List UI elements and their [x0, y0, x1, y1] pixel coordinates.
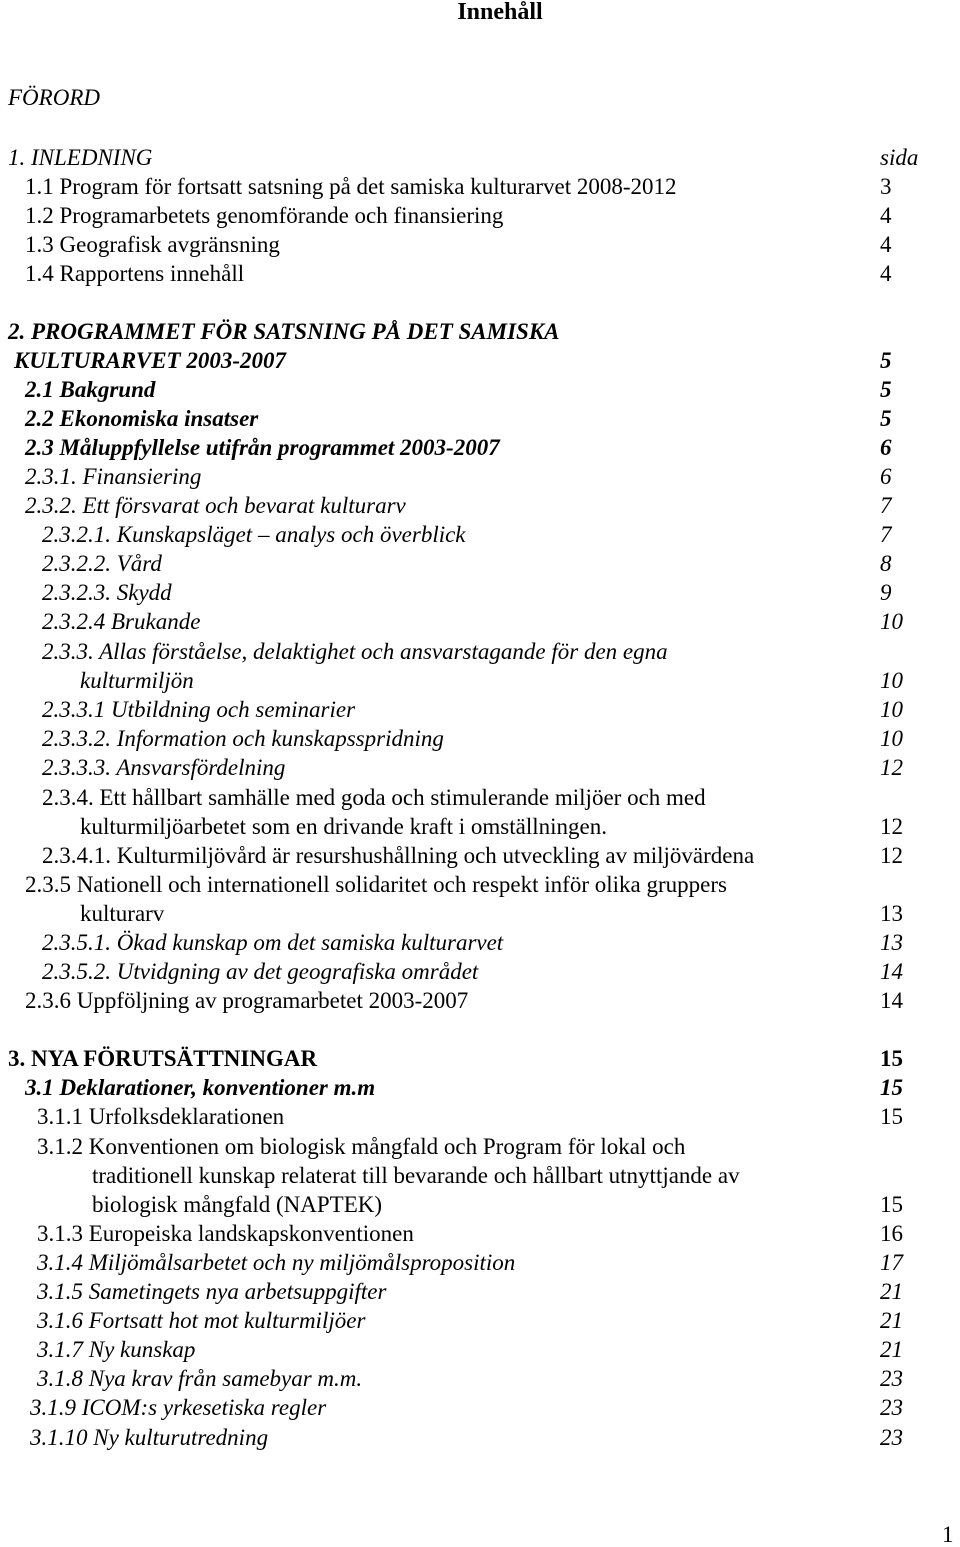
- toc-entry-page: 10: [880, 697, 903, 722]
- toc-entry-page: 15: [880, 1046, 903, 1071]
- toc-entry-title: 3.1 Deklarationer, konventioner m.m: [25, 1075, 376, 1100]
- toc-entry-page: 15: [880, 1104, 903, 1129]
- toc-entry-page: 21: [880, 1337, 903, 1362]
- toc-entry-title: 2.3.2. Ett försvarat och bevarat kulturarv: [25, 493, 406, 518]
- toc-entry-title: 2.3.5.2. Utvidgning av det geografiska området: [42, 959, 479, 984]
- toc-entry-page: 13: [880, 930, 903, 955]
- toc-entry-title: 3.1.7 Ny kunskap: [37, 1337, 196, 1362]
- toc-entry-title: kulturmiljön: [80, 668, 194, 693]
- toc-entry-title: 2.3.2.1. Kunskapsläget – analys och överblick: [42, 522, 466, 547]
- toc-entry-title: 2.3 Måluppfyllelse utifrån programmet 2003-2007: [25, 435, 500, 460]
- toc-entry-page: 12: [880, 755, 903, 780]
- toc-entry-title: biologisk mångfald (NAPTEK): [92, 1192, 383, 1217]
- toc-entry-page: 4: [880, 232, 892, 257]
- toc-entry-title: 2.3.6 Uppföljning av programarbetet 2003-2007: [25, 988, 469, 1013]
- toc-entry-page: 14: [880, 959, 903, 984]
- toc-entry-page: 9: [880, 580, 892, 605]
- toc-entry-title: kulturarv: [80, 901, 165, 926]
- toc-entry-title: 3.1.8 Nya krav från samebyar m.m.: [37, 1366, 363, 1391]
- toc-entry-title: traditionell kunskap relaterat till bevarande och hållbart utnyttjande av: [92, 1163, 740, 1188]
- toc-entry-title: 2.3.5.1. Ökad kunskap om det samiska kulturarvet: [42, 930, 504, 955]
- toc-entry-page: 5: [880, 406, 892, 431]
- toc-entry-page: 23: [880, 1366, 903, 1391]
- toc-entry-title: 2.3.3. Allas förståelse, delaktighet och ansvarstagande för den egna: [42, 639, 668, 664]
- toc-entry-title: KULTURARVET 2003-2007: [14, 348, 286, 373]
- toc-entry-title: 2.1 Bakgrund: [25, 377, 156, 402]
- page-title: Innehåll: [457, 0, 543, 25]
- toc-entry-title: 2.3.2.3. Skydd: [42, 580, 172, 605]
- toc-entry-title: 2.3.4.1. Kulturmiljövård är resurshushållning och utveckling av miljövärdena: [42, 843, 755, 868]
- toc-entry-title: 2.3.3.1 Utbildning och seminarier: [42, 697, 356, 722]
- toc-entry-page: 7: [880, 493, 892, 518]
- toc-entry-page: 16: [880, 1221, 903, 1246]
- toc-entry-title: 2.3.2.4 Brukande: [42, 609, 201, 634]
- toc-entry-page: 5: [880, 348, 892, 373]
- toc-entry-title: 1.1 Program för fortsatt satsning på det samiska kulturarvet 2008-2012: [25, 174, 677, 199]
- toc-entry-title: 2. PROGRAMMET FÖR SATSNING PÅ DET SAMISKA: [8, 319, 560, 344]
- toc-entry-title: 2.3.3.3. Ansvarsfördelning: [42, 755, 286, 780]
- toc-entry-title: 2.3.5 Nationell och internationell solidaritet och respekt inför olika gruppers: [25, 872, 727, 897]
- toc-entry-title: 1.4 Rapportens innehåll: [25, 261, 245, 286]
- toc-entry-page: 12: [880, 843, 903, 868]
- toc-entry-title: 3. NYA FÖRUTSÄTTNINGAR: [8, 1046, 318, 1071]
- toc-entry-title: kulturmiljöarbetet som en drivande kraft i omställningen.: [80, 814, 607, 839]
- toc-entry-title: 3.1.4 Miljömålsarbetet och ny miljömålsproposition: [37, 1250, 516, 1275]
- toc-entry-page: 12: [880, 814, 903, 839]
- toc-entry-page: 10: [880, 609, 903, 634]
- toc-entry-page: 15: [880, 1192, 903, 1217]
- toc-entry-title: 3.1.9 ICOM:s yrkesetiska regler: [30, 1395, 327, 1420]
- toc-entry-page: 6: [880, 435, 892, 460]
- toc-entry-page: 6: [880, 464, 892, 489]
- toc-entry-page: 10: [880, 668, 903, 693]
- toc-entry-page: 8: [880, 551, 892, 576]
- toc-entry-title: 2.3.1. Finansiering: [25, 464, 202, 489]
- toc-entry-page: 4: [880, 203, 892, 228]
- page-number: 1: [942, 1522, 954, 1547]
- toc-entry-page: 17: [880, 1250, 903, 1275]
- toc-entry-title: 2.3.2.2. Vård: [42, 551, 162, 576]
- toc-entry-title: 3.1.5 Sametingets nya arbetsuppgifter: [37, 1279, 387, 1304]
- toc-entry-title: 2.3.4. Ett hållbart samhälle med goda och stimulerande miljöer och med: [42, 785, 706, 810]
- toc-entry-title: 1. INLEDNING: [8, 145, 153, 170]
- toc-entry-title: 3.1.6 Fortsatt hot mot kulturmiljöer: [37, 1308, 366, 1333]
- toc-entry-title: 3.1.2 Konventionen om biologisk mångfald och Program för lokal och: [37, 1134, 686, 1159]
- toc-entry-title: 1.3 Geografisk avgränsning: [25, 232, 280, 257]
- toc-entry-page: 7: [880, 522, 892, 547]
- toc-entry-page: 21: [880, 1279, 903, 1304]
- toc-entry-title: 3.1.1 Urfolksdeklarationen: [37, 1104, 285, 1129]
- toc-entry-page: 13: [880, 901, 903, 926]
- toc-entry-page: 15: [880, 1075, 903, 1100]
- toc-entry-title: 2.3.3.2. Information och kunskapsspridning: [42, 726, 444, 751]
- toc-entry-page: 10: [880, 726, 903, 751]
- toc-entry-page: 21: [880, 1308, 903, 1333]
- toc-entry-page: 4: [880, 261, 892, 286]
- toc-entry-page: 23: [880, 1395, 903, 1420]
- foreword-heading: FÖRORD: [8, 85, 100, 110]
- toc-entry-page: 23: [880, 1425, 903, 1450]
- toc-entry-title: 1.2 Programarbetets genomförande och finansiering: [25, 203, 504, 228]
- toc-entry-page: 5: [880, 377, 892, 402]
- sida-label: sida: [880, 145, 919, 170]
- toc-entry-page: 14: [880, 988, 903, 1013]
- toc-entry-title: 3.1.3 Europeiska landskapskonventionen: [37, 1221, 414, 1246]
- toc-entry-page: 3: [880, 174, 892, 199]
- toc-entry-title: 3.1.10 Ny kulturutredning: [30, 1425, 269, 1450]
- toc-entry-title: 2.2 Ekonomiska insatser: [25, 406, 259, 431]
